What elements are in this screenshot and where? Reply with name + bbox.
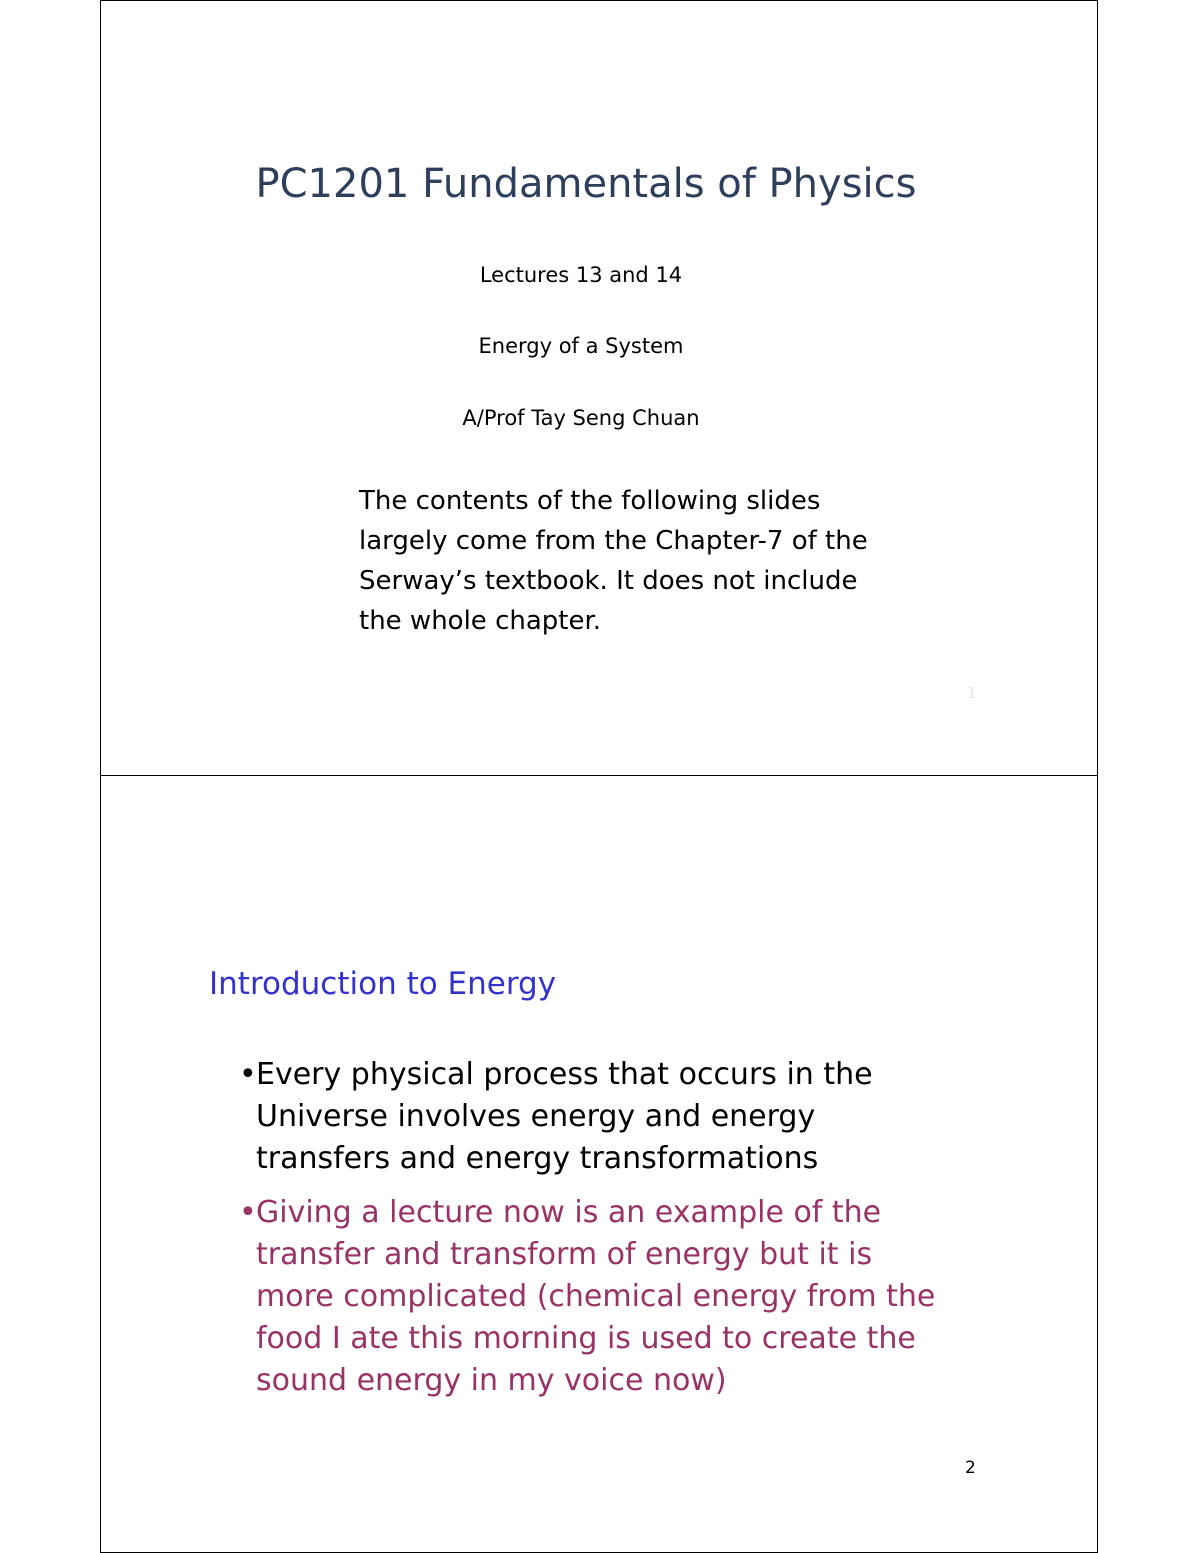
bullet-icon: •: [239, 1057, 257, 1092]
source-note: The contents of the following slides largely come from the Chapter-7 of the Serway’s textbook. It does not include the whole chapter.: [359, 486, 868, 636]
slide-1: [100, 0, 1098, 776]
slide-heading: Introduction to Energy: [209, 966, 557, 1002]
slide-title: PC1201 Fundamentals of Physics: [255, 161, 917, 207]
bullet-icon: •: [239, 1195, 257, 1230]
list-item: [239, 1054, 939, 1180]
list-item: [239, 1192, 939, 1402]
bullet-text: Giving a lecture now is an example of the transfer and transform of energy but it is more complicated (chemical energy from the food I ate this morning is used to create the sound energy in my voice now): [256, 1195, 936, 1398]
bullet-list: [239, 1054, 939, 1402]
slide-number: 2: [965, 1458, 976, 1478]
slide-2: [100, 775, 1098, 1553]
lecture-topic: Energy of a System: [478, 334, 684, 358]
lecturer-name: A/Prof Tay Seng Chuan: [462, 406, 700, 430]
bullet-text: Every physical process that occurs in the Universe involves energy and energy transfers and energy transformations: [256, 1057, 873, 1176]
lecture-numbers: Lectures 13 and 14: [479, 263, 683, 287]
slide-number: 1: [967, 684, 977, 702]
